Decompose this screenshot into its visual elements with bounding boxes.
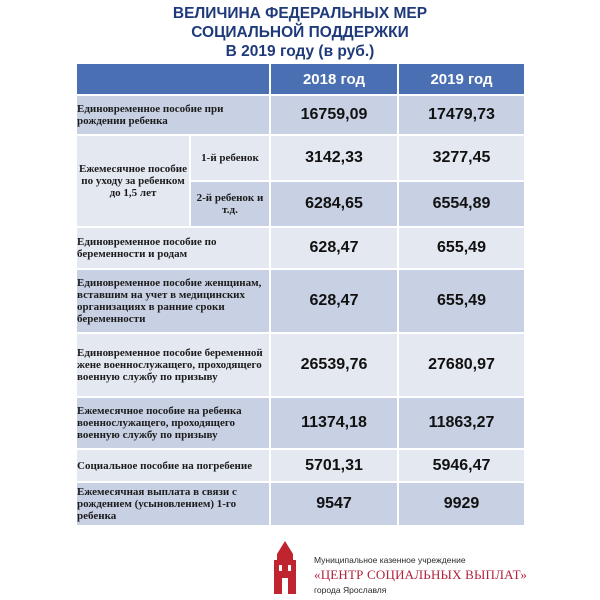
value-2019: 27680,97 [399,334,526,398]
column-header-2019: 2019 год [399,64,526,96]
value-2019: 3277,45 [399,136,526,182]
row-label: Ежемесячная выплата в связи с рождением (усыновлением) 1-го ребенка [77,483,271,527]
title-line-2: СОЦИАЛЬНОЙ ПОДДЕРЖКИ [191,24,409,41]
title-line-3: В 2019 году (в руб.) [225,43,375,60]
value-2018: 9547 [271,483,399,527]
table-row [77,334,526,398]
row-label: Единовременное пособие беременной жене военнослужащего, проходящего военную службу по призыву [77,334,271,398]
value-2019: 9929 [399,483,526,527]
row-label: Единовременное пособие по беременности и родам [77,228,271,270]
value-2019: 11863,27 [399,398,526,450]
sub-row-label: 1-й ребенок [191,136,271,182]
group-label: Ежемесячное пособие по уходу за ребенком до 1,5 лет [77,136,191,228]
value-2019: 655,49 [399,270,526,334]
value-2018: 5701,31 [271,450,399,483]
value-2019: 6554,89 [399,182,526,228]
column-header-2018: 2018 год [271,64,399,96]
header-blank-cell [77,64,271,96]
red-tower-icon [268,540,302,596]
row-label: Ежемесячное пособие на ребенка военнослужащего, проходящего военную службу по призыву [77,398,271,450]
table-row [77,228,526,270]
row-label: Единовременное пособие женщинам, вставшим на учет в медицинских организациях в ранние сроки беременности [77,270,271,334]
page-title [0,4,600,61]
row-label: Единовременное пособие при рождении ребенка [77,96,271,136]
value-2018: 26539,76 [271,334,399,398]
table-header-row [77,64,526,96]
value-2019: 5946,47 [399,450,526,483]
value-2018: 16759,09 [271,96,399,136]
footer-organization [268,540,588,598]
value-2019: 655,49 [399,228,526,270]
sub-row-label: 2-й ребенок и т.д. [191,182,271,228]
value-2018: 6284,65 [271,182,399,228]
table-row [77,270,526,334]
footer-line-2: «ЦЕНТР СОЦИАЛЬНЫХ ВЫПЛАТ» [314,567,528,582]
table-row [77,450,526,483]
table-row [77,136,526,182]
benefits-table [77,64,526,527]
table-row [77,398,526,450]
value-2019: 17479,73 [399,96,526,136]
value-2018: 628,47 [271,228,399,270]
row-label: Социальное пособие на погребение [77,450,271,483]
footer-line-1: Муниципальное казенное учреждение [314,555,466,565]
value-2018: 11374,18 [271,398,399,450]
table-row [77,483,526,527]
value-2018: 3142,33 [271,136,399,182]
title-line-1: ВЕЛИЧИНА ФЕДЕРАЛЬНЫХ МЕР [172,5,428,22]
footer-line-3: города Ярославля [314,585,387,595]
value-2018: 628,47 [271,270,399,334]
table-row [77,96,526,136]
